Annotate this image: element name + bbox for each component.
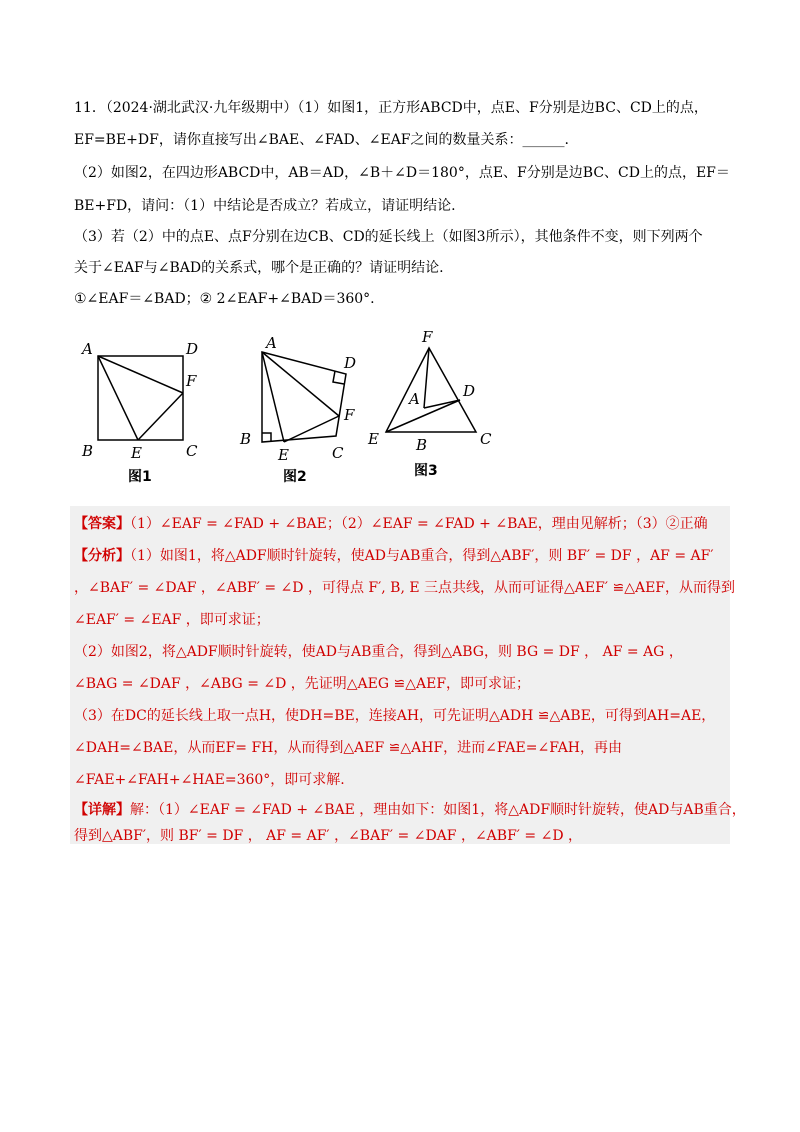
fig3-label-d: D [463, 382, 476, 400]
figure-1 [76, 336, 216, 466]
detail-tag: 【详解】 [74, 802, 130, 818]
fig3-label-c: C [480, 430, 492, 448]
analysis-line-3: ∠EAF′ = ∠EAF ，即可求证； [74, 612, 270, 628]
question-line-4: BE+FD，请问：（1）中结论是否成立？若成立，请证明结论. [74, 198, 456, 214]
question-line-2: EF=BE+DF，请你直接写出∠BAE、∠FAD、∠EAF之间的数量关系：______. [74, 132, 569, 148]
figure-3 [364, 324, 504, 454]
question-line-1: 11．（2024·湖北武汉·九年级期中）（1）如图1，正方形ABCD中，点E、F分别是边BC、CD上的点， [74, 100, 708, 116]
fig3-label-f: F [422, 328, 433, 346]
fig1-label-e: E [131, 444, 142, 462]
fig1-caption: 图1 [128, 469, 152, 485]
answer-text: （1）∠EAF = ∠FAD + ∠BAE；（2）∠EAF = ∠FAD + ∠BAE，理由见解析；（3）②正确 [130, 516, 708, 532]
answer-line-1 [74, 514, 708, 534]
analysis-tag: 【分析】 [74, 548, 130, 564]
analysis-line-2: ，∠BAF′ = ∠DAF ，∠ABF′ = ∠D ，可得点 F′, B, E 三点共线，从而可证得△AEF′ ≌△AEF，从而得到 [74, 580, 736, 596]
answer-tag: 【答案】 [74, 516, 130, 532]
question-line-3: （2）如图2，在四边形ABCD中，AB＝AD，∠B＋∠D＝180°，点E、F分别是边BC、CD上的点，EF＝ [74, 165, 730, 181]
analysis-text-1: （1）如图1，将△ADF顺时针旋转，使AD与AB重合，得到△ABF′，则 BF′ = DF ，AF = AF′ [130, 548, 714, 564]
fig2-label-a: A [266, 334, 277, 352]
fig1-label-f: F [186, 372, 197, 390]
analysis-line-5: ∠BAG = ∠DAF ，∠ABG = ∠D ，先证明△AEG ≌△AEF，即可求证； [74, 676, 531, 692]
figure-2 [236, 330, 366, 465]
detail-text-1: 解：（1）∠EAF = ∠FAD + ∠BAE ，理由如下：如图1，将△ADF顺时针旋转，使AD与AB重合， [130, 802, 746, 818]
fig2-label-f: F [344, 406, 355, 424]
fig3-caption: 图3 [414, 463, 438, 479]
fig2-label-c: C [332, 444, 344, 462]
question-line-5: （3）若（2）中的点E、点F分别在边CB、CD的延长线上（如图3所示），其他条件不变，则下列两个 [74, 229, 703, 245]
fig2-label-b: B [240, 430, 252, 448]
fig1-label-d: D [186, 340, 199, 358]
question-line-6: 关于∠EAF与∠BAD的关系式，哪个是正确的？请证明结论. [74, 260, 444, 276]
fig2-caption: 图2 [283, 469, 307, 485]
fig3-label-b: B [416, 436, 428, 454]
fig2-label-d: D [344, 354, 357, 372]
fig1-label-a: A [82, 340, 93, 358]
fig3-label-e: E [368, 430, 379, 448]
fig1-label-b: B [82, 442, 94, 460]
analysis-line-1 [74, 546, 714, 566]
fig3-label-a: A [409, 390, 420, 408]
detail-line-2: 得到△ABF′，则 BF′ = DF ， AF = AF′ ，∠BAF′ = ∠DAF ，∠ABF′ = ∠D ， [74, 828, 583, 844]
analysis-line-7: ∠DAH=∠BAE，从而EF= FH，从而得到△AEF ≌△AHF，进而∠FAE=∠FAH，再由 [74, 740, 623, 756]
fig2-label-e: E [278, 446, 289, 464]
analysis-line-6: （3）在DC的延长线上取一点H，使DH=BE，连接AH，可先证明△ADH ≌△ABE，可得到AH=AE， [74, 708, 716, 724]
detail-line-1 [74, 800, 746, 820]
analysis-line-4: （2）如图2，将△ADF顺时针旋转，使AD与AB重合，得到△ABG，则 BG = DF ， AF = AG ， [74, 644, 683, 660]
question-line-7: ①∠EAF＝∠BAD；② 2∠EAF+∠BAD＝360°. [74, 291, 375, 307]
analysis-line-8: ∠FAE+∠FAH+∠HAE=360°，即可求解. [74, 772, 345, 788]
fig1-label-c: C [186, 442, 198, 460]
